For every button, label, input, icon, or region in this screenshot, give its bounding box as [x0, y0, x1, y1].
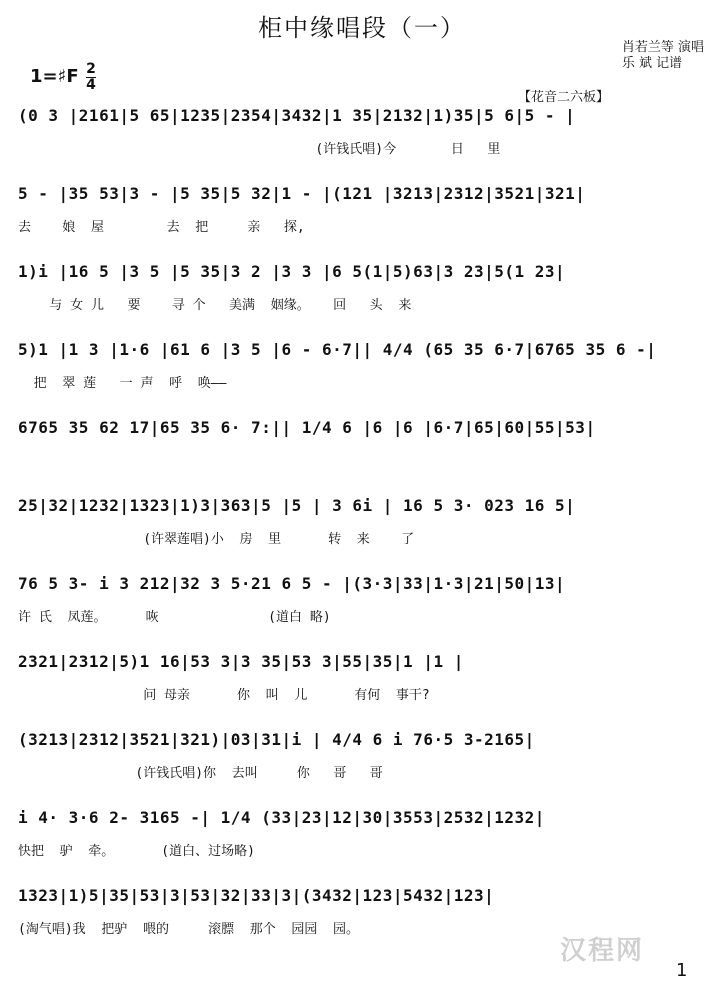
- lyrics-line: 把 翠 莲 一 声 呼 唤——: [18, 376, 227, 391]
- lyrics-line: 去 娘 屋 去 把 亲 探,: [18, 220, 305, 235]
- performers-credit: 肖若兰等 演唱: [621, 40, 704, 55]
- meter-bottom: 4: [86, 77, 96, 93]
- watermark: 汉程网: [560, 936, 645, 966]
- notation-line: 6765 35 62 17|65 35 6· 7:|| 1/4 6 |6 |6 |6·7|65|60|55|53|: [18, 418, 596, 437]
- notation-line: 76 5 3- i 3 212|32 3 5·21 6 5 - |(3·3|33|1·3|21|50|13|: [18, 574, 566, 593]
- notation-line: i 4· 3·6 2- 3165 -| 1/4 (33|23|12|30|3553|2532|1232|: [18, 808, 545, 827]
- lyrics-line: 与 女 儿 要 寻 个 美满 姻缘。 回 头 来: [18, 298, 412, 313]
- notation-line: 1)i |16 5 |3 5 |5 35|3 2 |3 3 |6 5(1|5)63|3 23|5(1 23|: [18, 262, 566, 281]
- lyrics-line: 快把 驴 牵。 (道白、过场略): [18, 844, 255, 859]
- lyrics-line: 许 氏 凤莲。 咴 (道白 略): [18, 610, 331, 625]
- notation-line: (3213|2312|3521|321)|03|31|i | 4/4 6 i 76·5 3-2165|: [18, 730, 535, 749]
- notation-line: 2321|2312|5)1 16|53 3|3 35|53 3|55|35|1 |1 |: [18, 652, 464, 671]
- lyrics-line: (淘气唱)我 把驴 喂的 滚膘 那个 园园 园。: [18, 922, 360, 937]
- transcriber-credit: 乐 斌 记谱: [621, 56, 683, 71]
- meter-top: 2: [86, 61, 96, 77]
- lyrics-line: (许钱氏唱)你 去叫 你 哥 哥: [18, 766, 383, 781]
- lyrics-line: 问 母亲 你 叫 儿 有何 事干?: [18, 688, 430, 703]
- section-tag: 【花音二六板】: [518, 90, 610, 105]
- notation-line: 25|32|1232|1323|1)3|363|5 |5 | 3 6i | 16 5 3· 023 16 5|: [18, 496, 576, 515]
- time-signature: [86, 62, 96, 93]
- notation-line: 5 - |35 53|3 - |5 35|5 32|1 - |(121 |3213|2312|3521|321|: [18, 184, 586, 203]
- credits: [622, 40, 704, 72]
- lyrics-line: (许翠莲唱)小 房 里 转 来 了: [18, 532, 415, 547]
- page-number: 1: [676, 960, 688, 981]
- lyrics-line: (许钱氏唱)今 日 里: [18, 142, 501, 157]
- page-title: 柜中缘唱段（一）: [258, 14, 466, 42]
- key-signature: 1=♯F: [30, 66, 79, 87]
- notation-line: 1323|1)5|35|53|3|53|32|33|3|(3432|123|5432|123|: [18, 886, 495, 905]
- notation-line: (0 3 |2161|5 65|1235|2354|3432|1 35|2132|1)35|5 6|5 - |: [18, 106, 576, 125]
- notation-line: 5)1 |1 3 |1·6 |61 6 |3 5 |6 - 6·7|| 4/4 (65 35 6·7|6765 35 6 -|: [18, 340, 657, 359]
